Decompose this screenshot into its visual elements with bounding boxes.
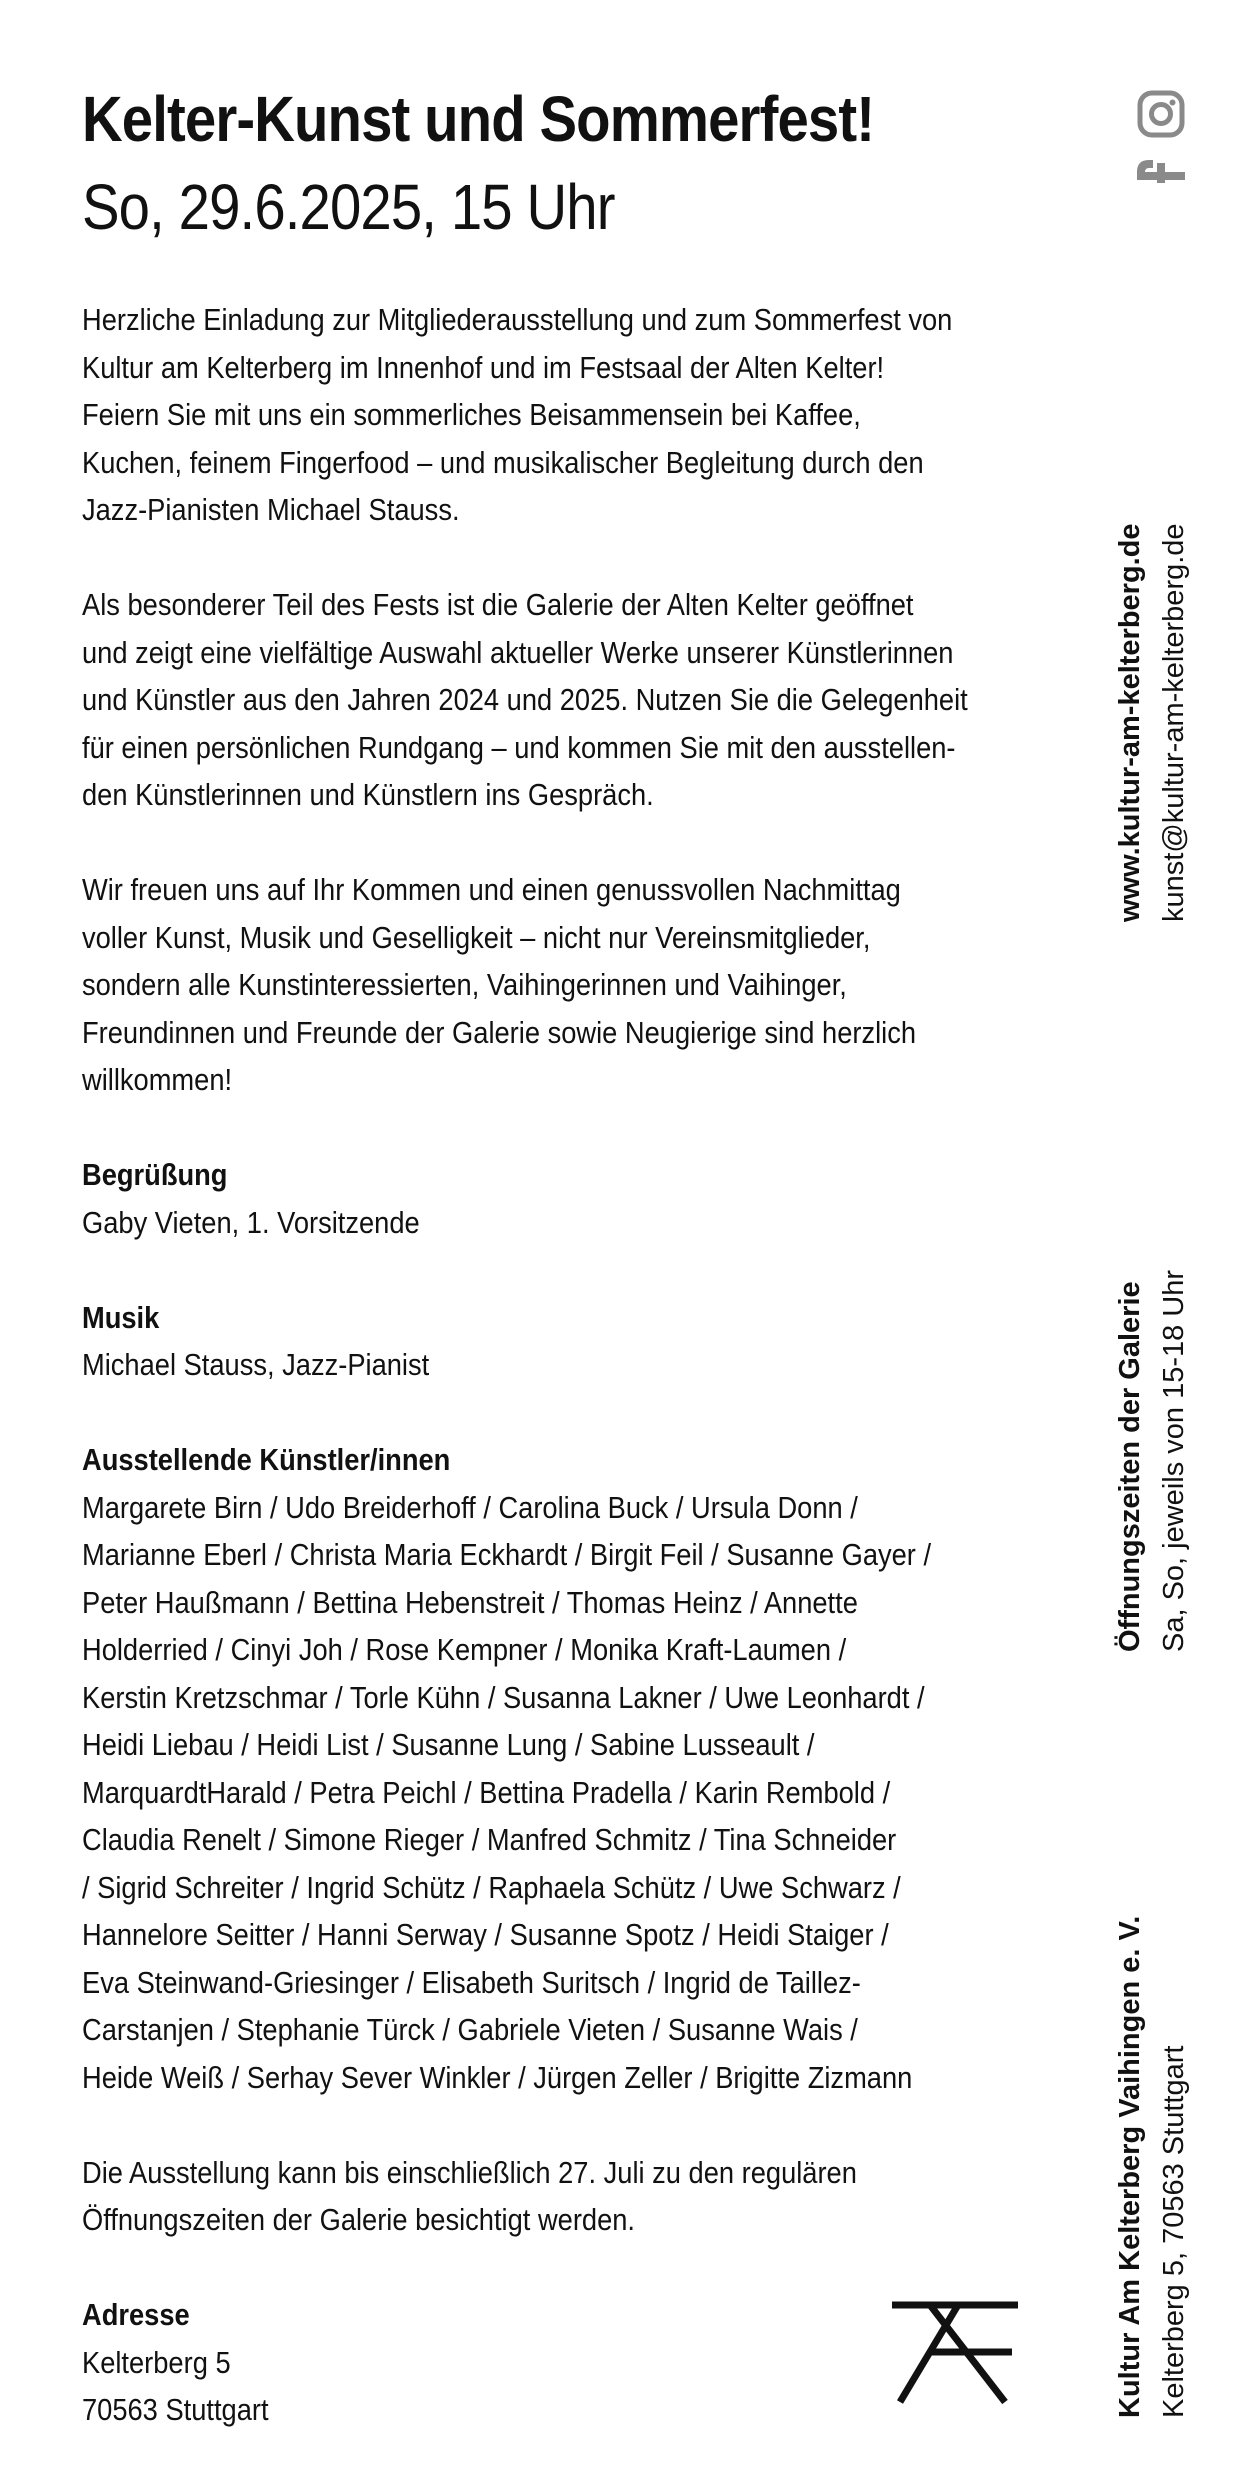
text-line: voller Kunst, Musik und Geselligkeit – nicht nur Vereinsmitglieder, (82, 919, 871, 955)
artists-line: Heide Weiß / Serhay Sever Winkler / Jürgen Zeller / Brigitte Zizmann (82, 2059, 913, 2095)
artists-line: Hannelore Seitter / Hanni Serway / Susanne Spotz / Heidi Staiger / (82, 1917, 889, 1952)
hours-heading: Öffnungszeiten der Galerie (1114, 1281, 1146, 1652)
text-line: Kultur am Kelterberg im Innenhof und im Festsaal der Alten Kelter! (82, 349, 885, 385)
artists-line: Carstanjen / Stephanie Türck / Gabriele Vieten / Susanne Wais / (82, 2012, 858, 2047)
website-link[interactable]: www.kultur-am-kelterberg.de (1114, 523, 1146, 922)
intro-paragraph-1 (82, 296, 953, 534)
text-line: Feiern Sie mit uns ein sommerliches Beisammensein bei Kaffee, (82, 397, 861, 432)
text-line: Freundinnen und Freunde der Galerie sowie Neugierige sind herzlich (82, 1014, 917, 1050)
contact-block (1108, 523, 1196, 922)
address-street: Kelterberg 5 (82, 2344, 231, 2380)
text-line: den Künstlerinnen und Künstlern ins Gespräch. (82, 777, 654, 812)
address-city: 70563 Stuttgart (82, 2392, 269, 2427)
email-link[interactable]: kunst@kultur-am-kelterberg.de (1158, 523, 1190, 922)
text-line: für einen persönlichen Rundgang – und kommen Sie mit den ausstellen- (82, 729, 956, 765)
exhibition-note (82, 2149, 944, 2244)
instagram-icon[interactable] (1137, 90, 1185, 138)
text-line: willkommen! (82, 1062, 233, 1097)
kelter-logo-icon (890, 2290, 1020, 2410)
artists-line: Claudia Renelt / Simone Rieger / Manfred Schmitz / Tina Schneider (82, 1822, 897, 1857)
hours-text: Sa, So, jeweils von 15-18 Uhr (1158, 1269, 1190, 1652)
address-section (82, 2291, 944, 2434)
music-heading: Musik (82, 1299, 160, 1335)
artists-line: / Sigrid Schreiter / Ingrid Schütz / Raphaela Schütz / Uwe Schwarz / (82, 1869, 901, 1905)
address-heading: Adresse (82, 2297, 190, 2332)
text-line: Herzliche Einladung zur Mitgliederausstellung und zum Sommerfest von (82, 302, 953, 337)
artists-line: MarquardtHarald / Petra Peichl / Bettina Pradella / Karin Rembold / (82, 1774, 891, 1810)
artists-section (82, 1436, 944, 2101)
music-text: Michael Stauss, Jazz-Pianist (82, 1347, 430, 1382)
page-title: Kelter-Kunst und Sommerfest! (82, 83, 875, 155)
welcome-section (82, 1151, 944, 1246)
text-line: Kuchen, feinem Fingerfood – und musikalischer Begleitung durch den (82, 444, 924, 480)
intro-paragraph-2 (82, 581, 968, 819)
text-line: Als besonderer Teil des Fests ist die Galerie der Alten Kelter geöffnet (82, 587, 914, 622)
social-icons (1137, 90, 1191, 190)
text-line: Wir freuen uns auf Ihr Kommen und einen genussvollen Nachmittag (82, 872, 901, 907)
music-section (82, 1294, 944, 1389)
artists-line: Margarete Birn / Udo Breiderhoff / Carolina Buck / Ursula Donn / (82, 1489, 858, 1525)
text-line: sondern alle Kunstinteressierten, Vaihingerinnen und Vaihinger, (82, 967, 847, 1002)
text-line: und Künstler aus den Jahren 2024 und 2025. Nutzen Sie die Gelegenheit (82, 682, 968, 717)
event-date: So, 29.6.2025, 15 Uhr (82, 171, 615, 243)
artists-line: Heidi Liebau / Heidi List / Susanne Lung / Sabine Lusseault / (82, 1727, 815, 1762)
org-name: Kultur Am Kelterberg Vaihingen e. V. (1114, 1915, 1146, 2418)
welcome-heading: Begrüßung (82, 1157, 228, 1192)
organization-block (1108, 1916, 1196, 2418)
main-content (82, 296, 968, 2434)
text-line: Öffnungszeiten der Galerie besichtigt werden. (82, 2202, 635, 2237)
welcome-text: Gaby Vieten, 1. Vorsitzende (82, 1204, 420, 1240)
artists-line: Holderried / Cinyi Joh / Rose Kempner / Monika Kraft-Laumen / (82, 1632, 847, 1667)
artists-heading: Ausstellende Künstler/innen (82, 1442, 451, 1477)
artists-line: Kerstin Kretzschmar / Torle Kühn / Susanna Lakner / Uwe Leonhardt / (82, 1679, 925, 1715)
artists-line: Marianne Eberl / Christa Maria Eckhardt / Birgit Feil / Susanne Gayer / (82, 1537, 932, 1572)
artists-line: Peter Haußmann / Bettina Hebenstreit / Thomas Heinz / Annette (82, 1584, 858, 1620)
opening-hours-block (1108, 1270, 1196, 1652)
artists-line: Eva Steinwand-Griesinger / Elisabeth Suritsch / Ingrid de Taillez- (82, 1964, 861, 2000)
intro-paragraph-3 (82, 866, 944, 1104)
facebook-icon[interactable] (1137, 160, 1185, 190)
text-line: und zeigt eine vielfältige Auswahl aktueller Werke unserer Künstlerinnen (82, 634, 954, 670)
org-address: Kelterberg 5, 70563 Stuttgart (1158, 2045, 1190, 2418)
text-line: Jazz-Pianisten Michael Stauss. (82, 492, 460, 527)
text-line: Die Ausstellung kann bis einschließlich 27. Juli zu den regulären (82, 2154, 857, 2190)
